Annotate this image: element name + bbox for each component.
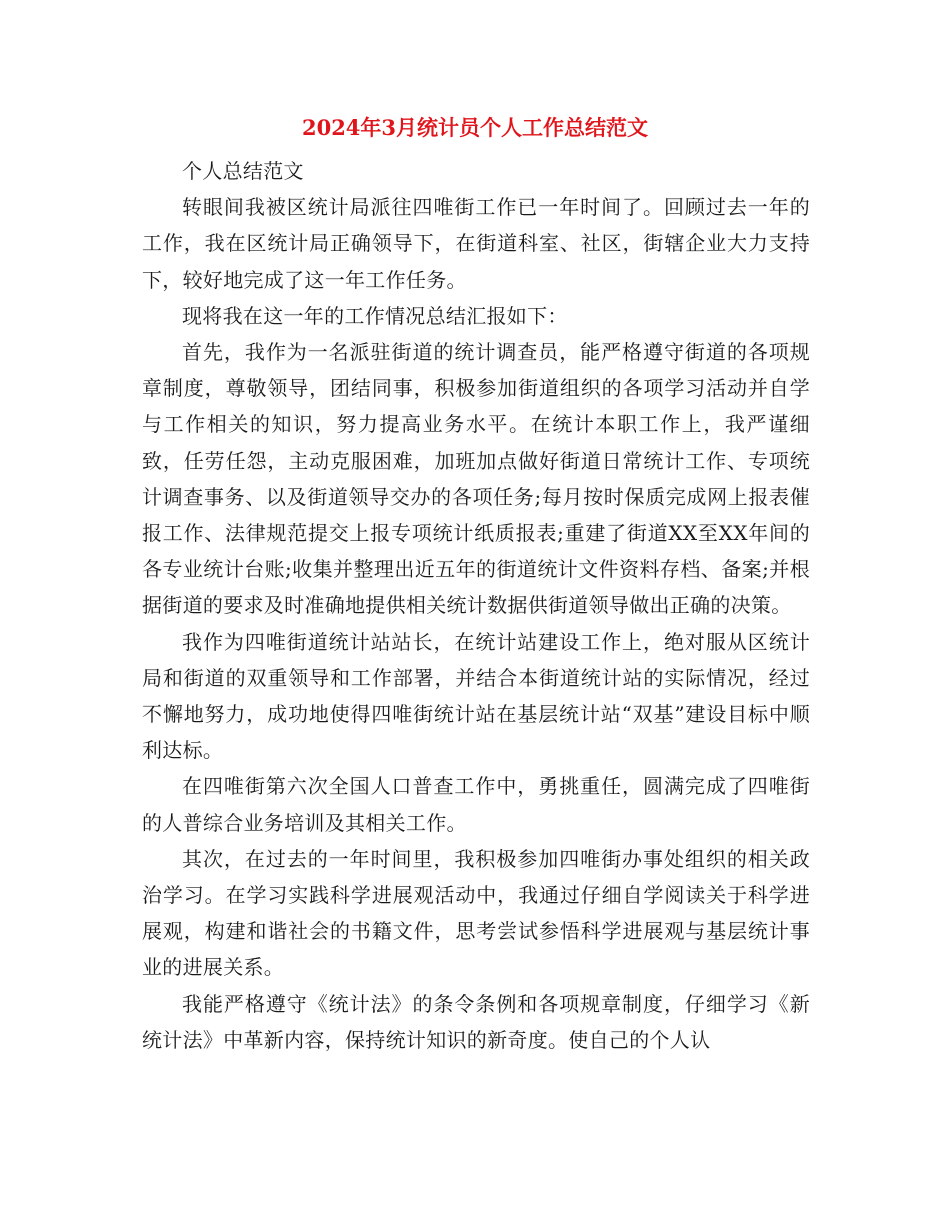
paragraph: 我作为四唯街道统计站站长，在统计站建设工作上，绝对服从区统计局和街道的双重领导和工作部署，并结合本街道统计站的实际情况，经过不懈地努力，成功地使得四唯街统计站在基层统计站“双基”建设目标中顺利达标。 [142,629,810,763]
paragraph: 我能严格遵守《统计法》的条令条例和各项规章制度，仔细学习《新统计法》中革新内容，保持统计知识的新奇度。使自己的个人认 [142,991,810,1052]
paragraph: 在四唯街第六次全国人口普查工作中，勇挑重任，圆满完成了四唯街的人普综合业务培训及其相关工作。 [142,774,810,835]
document-body [142,153,810,1058]
paragraph: 现将我在这一年的工作情况总结汇报如下： [182,303,568,328]
paragraph: 首先，我作为一名派驻街道的统计调查员，能严格遵守街道的各项规章制度，尊敬领导，团结同事，积极参加街道组织的各项学习活动并自学与工作相关的知识，努力提高业务水平。在统计本职工作上，我严谨细致，任劳任怨，主动克服困难，加班加点做好街道日常统计工作、专项统计调查事务、以及街道领导交办的各项任务;每月按时保质完成网上报表催报工作、法律规范提交上报专项统计纸质报表;重建了街道XX至XX年间的各专业统计台账;收集并整理出近五年的街道统计文件资料存档、备案;并根据街道的要求及时准确地提供相关统计数据供街道领导做出正确的决策。 [142,340,810,618]
document-title: 2024年3月统计员个人工作总结范文 [301,115,649,140]
paragraph: 其次，在过去的一年时间里，我积极参加四唯街办事处组织的相关政治学习。在学习实践科学进展观活动中，我通过仔细自学阅读关于科学进展观，构建和谐社会的书籍文件，思考尝试参悟科学进展观与基层统计事业的进展关系。 [142,846,810,980]
paragraph: 个人总结范文 [182,159,304,183]
paragraph: 转眼间我被区统计局派往四唯街工作已一年时间了。回顾过去一年的工作，我在区统计局正确领导下，在街道科室、社区，街辖企业大力支持下，较好地完成了这一年工作任务。 [142,195,810,292]
